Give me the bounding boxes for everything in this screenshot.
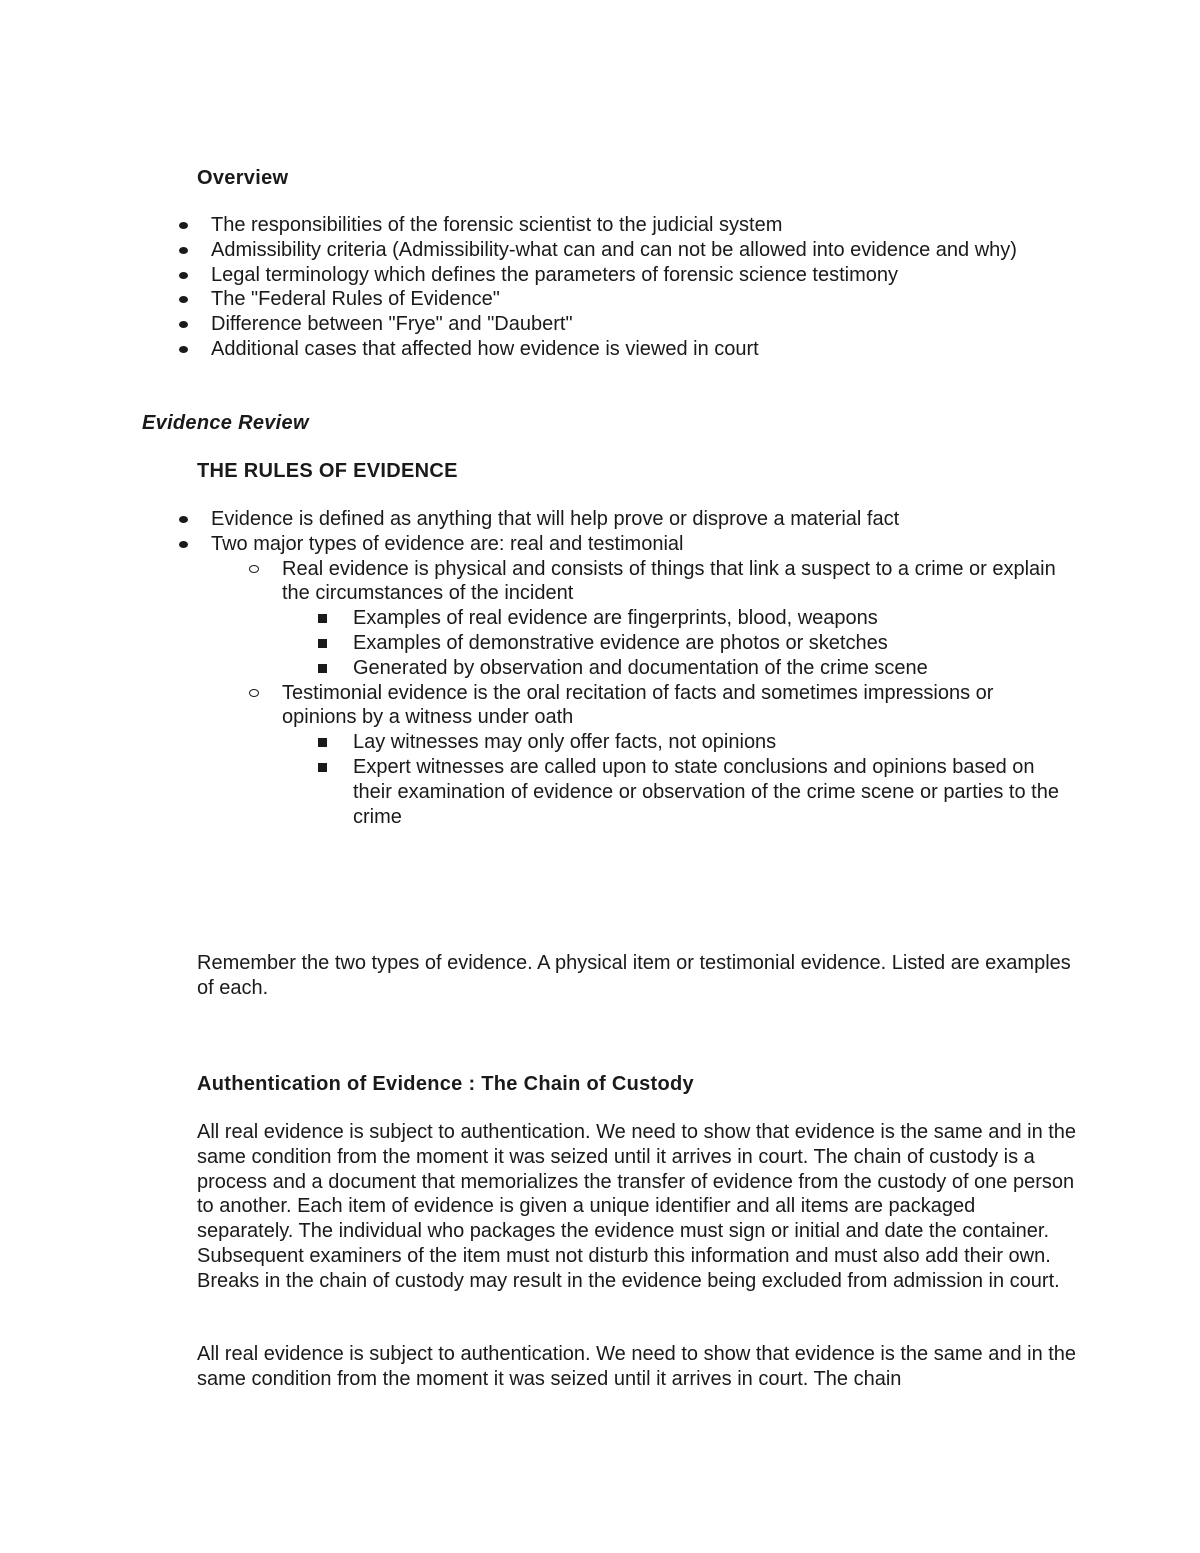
evidence-review-heading: Evidence Review (142, 412, 309, 434)
overview-list (0, 213, 1070, 362)
list-item: The "Federal Rules of Evidence" (0, 287, 1070, 312)
real-evidence-text: Real evidence is physical and consists of things that link a suspect to a crime or explain the circumstances of the incident (282, 557, 1056, 605)
list-item (0, 532, 1070, 830)
rules-of-evidence-heading: THE RULES OF EVIDENCE (197, 460, 458, 482)
types-of-evidence-text: Two major types of evidence are: real and testimonial (211, 532, 684, 555)
authentication-paragraph-1: All real evidence is subject to authentication. We need to show that evidence is the same and in the same condition from the moment it was seized until it arrives in court. The chain of custody is a process and a document that memorializes the transfer of evidence from the custody of one person to another. Each item of evidence is given a unique identifier and all items are packaged separately. The individual who packages the evidence must sign or initial and date the container. Subsequent examiners of the item must not disturb this information and must also add their own. Breaks in the chain of custody may result in the evidence being excluded from admission in court. (197, 1121, 1077, 1292)
authentication-paragraph-2: All real evidence is subject to authentication. We need to show that evidence is the same and in the same condition from the moment it was seized until it arrives in court. The chain (197, 1343, 1077, 1390)
list-item: Generated by observation and documentation of the crime scene (0, 656, 1070, 681)
list-item: Evidence is defined as anything that will help prove or disprove a material fact (0, 507, 1070, 532)
authentication-heading: Authentication of Evidence : The Chain of Custody (197, 1073, 694, 1095)
list-item: Examples of real evidence are fingerprints, blood, weapons (0, 606, 1070, 631)
list-item: Legal terminology which defines the parameters of forensic science testimony (0, 263, 1070, 288)
list-item: The responsibilities of the forensic scientist to the judicial system (0, 213, 1070, 238)
testimonial-evidence-sublist (282, 730, 1070, 829)
list-item: Admissibility criteria (Admissibility-what can and can not be allowed into evidence and why) (0, 238, 1070, 263)
list-item (0, 681, 1070, 830)
rules-list (0, 507, 1070, 829)
overview-heading: Overview (197, 167, 289, 189)
list-item: Examples of demonstrative evidence are photos or sketches (0, 631, 1070, 656)
list-item: Lay witnesses may only offer facts, not opinions (0, 730, 1070, 755)
list-item: Additional cases that affected how evidence is viewed in court (0, 337, 1070, 362)
list-item: Difference between "Frye" and "Daubert" (0, 312, 1070, 337)
list-item: Expert witnesses are called upon to state conclusions and opinions based on their examination of evidence or observation of the crime scene or parties to the crime (0, 755, 1070, 829)
list-item (0, 557, 1070, 681)
types-sublist (211, 557, 1070, 830)
real-evidence-sublist (282, 606, 1070, 680)
remember-paragraph: Remember the two types of evidence. A physical item or testimonial evidence. Listed are examples of each. (197, 952, 1071, 999)
testimonial-evidence-text: Testimonial evidence is the oral recitation of facts and sometimes impressions or opinions by a witness under oath (282, 681, 994, 729)
